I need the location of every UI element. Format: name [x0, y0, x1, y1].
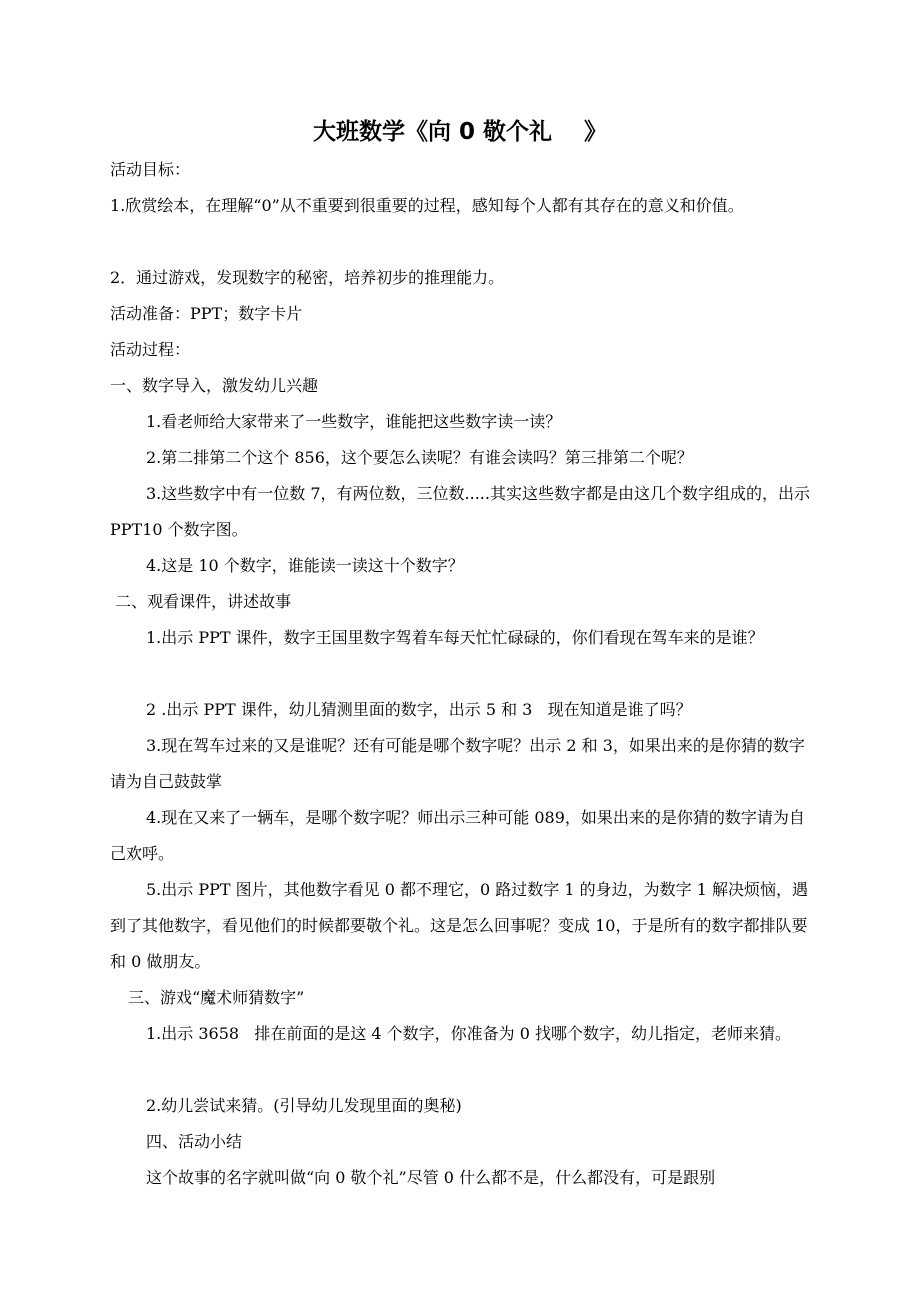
summary-text: 这个故事的名字就叫做“向 0 敬个礼”尽管 0 什么都不是，什么都没有，可是跟别 [146, 1168, 716, 1187]
process-step-1-3: 3.这些数字中有一位数 7，有两位数，三位数.....其实这些数字都是由这几个数字组成的，出示 PPT10 个数字图。 [110, 484, 810, 539]
section-heading-4: 四、活动小结 [146, 1132, 243, 1151]
section-label-process: 活动过程： [110, 340, 191, 359]
process-step-2-5: 5.出示 PPT 图片，其他数字看见 0 都不理它，0 路过数字 1 的身边，为数字 1 解决烦恼，遇到了其他数字，看见他们的时候都要敬个礼。这是怎么回事呢？变成 10，于是所有的数字都排队要和 0 做朋友。 [110, 880, 808, 971]
process-step-2-4: 4.现在又来了一辆车，是哪个数字呢？师出示三种可能 089，如果出来的是你猜的数字请为自己欢呼。 [110, 808, 805, 863]
section-heading-2: 二、观看课件，讲述故事 [110, 592, 292, 611]
goal-item-2: 2．通过游戏，发现数字的秘密，培养初步的推理能力。 [110, 268, 505, 287]
section-heading-3: 三、游戏“魔术师猜数字” [128, 988, 305, 1007]
process-step-3-2: 2.幼儿尝试来猜。(引导幼儿发现里面的奥秘) [146, 1096, 462, 1115]
process-step-2-2: 2 .出示 PPT 课件，幼儿猜测里面的数字，出示 5 和 3 现在知道是谁了吗？ [146, 700, 692, 719]
process-step-1-2: 2.第二排第二个这个 856，这个要怎么读呢？有谁会读吗？第三排第二个呢？ [146, 448, 693, 467]
section-label-goals: 活动目标： [110, 160, 191, 179]
process-step-1-1: 1.看老师给大家带来了一些数字，谁能把这些数字读一读？ [146, 412, 562, 431]
section-heading-1: 一、数字导入，激发幼儿兴趣 [110, 376, 319, 395]
section-label-preparation: 活动准备：PPT；数字卡片 [110, 304, 303, 323]
process-step-3-1: 1.出示 3658 排在前面的是这 4 个数字，你准备为 0 找哪个数字，幼儿指定，老师来猜。 [146, 1024, 792, 1043]
process-step-1-4: 4.这是 10 个数字，谁能读一读这十个数字？ [146, 556, 464, 575]
document-title: 大班数学《向 0 敬个礼 》 [312, 119, 608, 145]
process-step-2-3: 3.现在驾车过来的又是谁呢？还有可能是哪个数字呢？出示 2 和 3，如果出来的是你猜的数字请为自己鼓鼓掌 [110, 736, 805, 791]
process-step-2-1: 1.出示 PPT 课件，数字王国里数字驾着车每天忙忙碌碌的，你们看现在驾车来的是谁？ [146, 628, 764, 647]
goal-item-1: 1.欣赏绘本，在理解“0”从不重要到很重要的过程，感知每个人都有其存在的意义和价值。 [110, 196, 744, 215]
